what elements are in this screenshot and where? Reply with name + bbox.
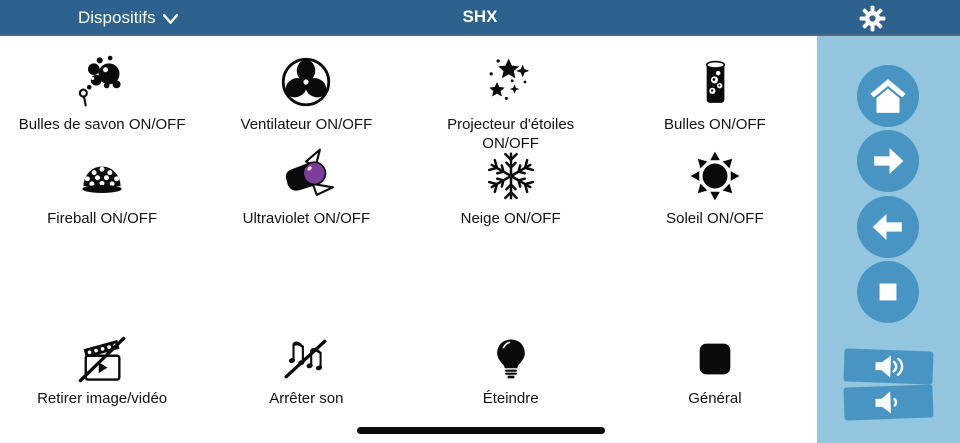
devices-menu-button[interactable] bbox=[78, 0, 179, 36]
page-title: SHX bbox=[462, 7, 498, 26]
arrow-left-icon bbox=[865, 204, 911, 250]
device-label: Bulles de savon ON/OFF bbox=[18, 116, 186, 133]
device-ultraviolet[interactable] bbox=[204, 146, 408, 229]
uv-spotlight-icon bbox=[278, 146, 334, 206]
device-fireball[interactable] bbox=[0, 146, 204, 229]
device-label: Soleil ON/OFF bbox=[666, 210, 764, 227]
general-square-icon bbox=[692, 332, 738, 386]
star-projector-icon bbox=[483, 52, 539, 112]
sun-icon bbox=[689, 146, 741, 206]
bubble-tube-icon bbox=[690, 52, 740, 112]
volume-up-button[interactable] bbox=[843, 348, 933, 384]
device-label: Fireball ON/OFF bbox=[47, 210, 158, 227]
fan-icon bbox=[280, 52, 332, 112]
device-sun[interactable] bbox=[613, 146, 817, 229]
fireball-dome-icon bbox=[75, 146, 129, 206]
snowflake-icon bbox=[485, 146, 537, 206]
control-sidebar bbox=[817, 36, 960, 443]
action-label: Retirer image/vidéo bbox=[37, 390, 168, 407]
devices-menu-label: Dispositifs bbox=[78, 8, 156, 27]
remove-video-icon bbox=[76, 332, 128, 386]
device-snow[interactable] bbox=[409, 146, 613, 229]
home-button[interactable] bbox=[857, 65, 919, 127]
device-fan[interactable] bbox=[204, 52, 408, 154]
volume-up-icon bbox=[857, 352, 920, 381]
lightbulb-icon bbox=[487, 332, 535, 386]
device-bubble-tube[interactable] bbox=[613, 52, 817, 154]
device-grid bbox=[0, 36, 817, 443]
previous-button[interactable] bbox=[857, 196, 919, 258]
device-soap-bubbles[interactable] bbox=[0, 52, 204, 154]
action-power-off[interactable] bbox=[409, 332, 613, 409]
action-stop-sound[interactable] bbox=[204, 332, 408, 409]
home-indicator[interactable] bbox=[357, 427, 605, 434]
volume-down-button[interactable] bbox=[843, 384, 933, 420]
soap-bubbles-icon bbox=[74, 52, 130, 112]
action-label: Éteindre bbox=[482, 390, 539, 407]
volume-down-icon bbox=[857, 388, 920, 417]
stop-sound-icon bbox=[281, 332, 331, 386]
action-general[interactable] bbox=[613, 332, 817, 409]
device-label: Neige ON/OFF bbox=[460, 210, 561, 227]
next-button[interactable] bbox=[857, 130, 919, 192]
stop-button[interactable] bbox=[857, 261, 919, 323]
device-star-projector[interactable] bbox=[409, 52, 613, 154]
stop-icon bbox=[865, 269, 911, 315]
device-label: Ultraviolet ON/OFF bbox=[242, 210, 371, 227]
action-label: Général bbox=[688, 390, 742, 407]
device-label: Projecteur d'étoiles ON/OFF bbox=[447, 116, 575, 152]
chevron-down-icon bbox=[162, 10, 179, 27]
action-remove-video[interactable] bbox=[0, 332, 204, 409]
device-label: Bulles ON/OFF bbox=[664, 116, 766, 133]
gear-icon[interactable] bbox=[859, 5, 886, 32]
action-label: Arrêter son bbox=[269, 390, 344, 407]
home-icon bbox=[865, 73, 911, 119]
arrow-right-icon bbox=[865, 138, 911, 184]
navigation-bar bbox=[0, 0, 960, 36]
device-label: Ventilateur ON/OFF bbox=[240, 116, 373, 133]
